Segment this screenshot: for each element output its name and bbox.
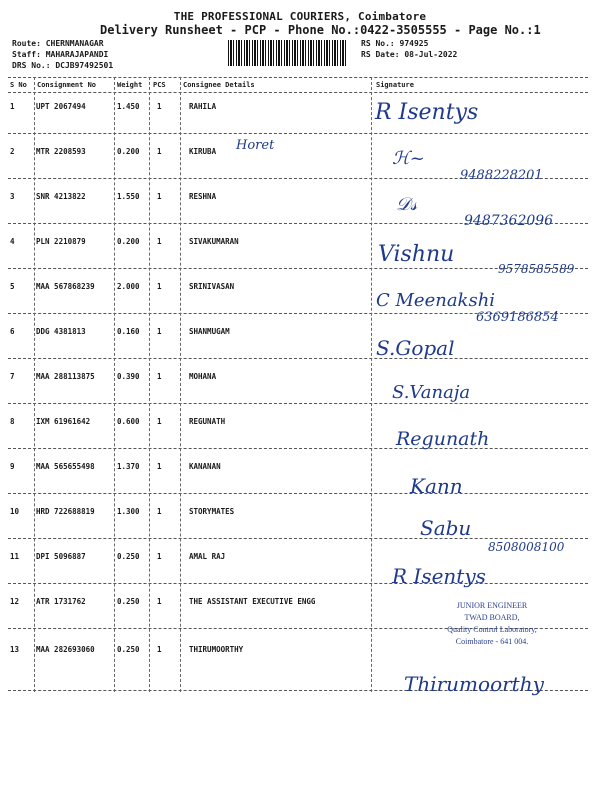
row-consignee: KANANAN [189, 462, 221, 471]
meta-left [12, 38, 113, 71]
header-bottom-border [8, 92, 588, 93]
row-consignment: MAA 565655498 [36, 462, 95, 471]
row-weight: 2.000 [117, 282, 140, 291]
row-divider [8, 493, 588, 494]
row-consignment: DPI 5096887 [36, 552, 86, 561]
col-divider [180, 77, 181, 692]
col-header-signature: Signature [376, 81, 414, 89]
rs-date-text: RS Date: 08-Jul-2022 [361, 50, 458, 59]
col-header-consignee: Consignee Details [183, 81, 255, 89]
row-sno: 12 [10, 597, 20, 606]
row-sno: 8 [10, 417, 15, 426]
table-top-border [8, 77, 588, 78]
row-weight: 1.450 [117, 102, 140, 111]
row-pcs: 1 [157, 507, 162, 516]
meta-right [361, 38, 457, 60]
signature: R Isentys [392, 564, 486, 588]
row-consignee: MOHANA [189, 372, 217, 381]
row-consignee: KIRUBA [189, 147, 217, 156]
signature-mark: 𝒟𝓈 [396, 194, 417, 215]
col-header-sno: S No [10, 81, 27, 89]
row-pcs: 1 [157, 597, 162, 606]
row-divider [8, 538, 588, 539]
row-pcs: 1 [157, 147, 162, 156]
col-divider [149, 77, 150, 692]
row-weight: 1.370 [117, 462, 140, 471]
row-weight: 0.600 [117, 417, 140, 426]
signature: R Isentys [375, 100, 479, 125]
signature-mark: ℋ~ [392, 148, 425, 169]
row-consignment: MAA 282693060 [36, 645, 95, 654]
row-sno: 6 [10, 327, 15, 336]
stamp-line: JUNIOR ENGINEER [456, 601, 528, 610]
row-pcs: 1 [157, 462, 162, 471]
signature: S.Vanaja [392, 382, 471, 403]
row-weight: 0.160 [117, 327, 140, 336]
route-text: Route: CHERNMANAGAR [12, 39, 104, 48]
col-header-pcs: PCS [153, 81, 166, 89]
row-consignee: RESHNA [189, 192, 217, 201]
row-consignee: SHANMUGAM [189, 327, 230, 336]
row-consignee: SRINIVASAN [189, 282, 235, 291]
col-divider [34, 77, 35, 692]
row-sno: 4 [10, 237, 15, 246]
row-weight: 0.250 [117, 645, 140, 654]
handwritten-note: Horet [236, 138, 275, 153]
handwritten-phone: 8508008100 [488, 540, 565, 554]
stamp-line: Coimbatore - 641 004. [455, 637, 529, 646]
row-pcs: 1 [157, 645, 162, 654]
row-divider [8, 448, 588, 449]
row-pcs: 1 [157, 417, 162, 426]
handwritten-phone: 9488228201 [460, 168, 543, 183]
row-consignment: SNR 4213822 [36, 192, 86, 201]
row-pcs: 1 [157, 552, 162, 561]
handwritten-phone: 9487362096 [464, 213, 554, 229]
col-divider [114, 77, 115, 692]
col-header-weight: Weight [117, 81, 143, 89]
row-consignee: REGUNATH [189, 417, 226, 426]
signature: S.Gopal [376, 336, 455, 360]
row-consignment: DDG 4381813 [36, 327, 86, 336]
row-weight: 0.200 [117, 237, 140, 246]
handwritten-phone: 6369186854 [476, 310, 559, 325]
row-consignee: THIRUMOORTHY [189, 645, 244, 654]
row-sno: 5 [10, 282, 15, 291]
row-sno: 1 [10, 102, 15, 111]
signature: Sabu [420, 516, 472, 540]
stamp-line: Quality Control Laboratory, [447, 625, 537, 634]
signature: Kann [410, 474, 463, 498]
row-weight: 0.200 [117, 147, 140, 156]
row-pcs: 1 [157, 192, 162, 201]
col-header-consignment: Consignment No [37, 81, 97, 89]
row-consignee: AMAL RAJ [189, 552, 226, 561]
row-weight: 0.390 [117, 372, 140, 381]
handwritten-phone: 9578585589 [498, 262, 575, 276]
row-sno: 3 [10, 192, 15, 201]
row-weight: 1.550 [117, 192, 140, 201]
runsheet-subtitle: Delivery Runsheet - PCP - Phone No.:0422-3505555 - Page No.:1 [100, 23, 541, 37]
row-consignment: MAA 567868239 [36, 282, 95, 291]
barcode [228, 40, 348, 66]
row-pcs: 1 [157, 327, 162, 336]
row-pcs: 1 [157, 372, 162, 381]
row-pcs: 1 [157, 282, 162, 291]
row-divider [8, 133, 588, 134]
row-consignment: IXM 61961642 [36, 417, 91, 426]
col-divider [371, 77, 372, 692]
row-consignee: RAHILA [189, 102, 217, 111]
row-consignment: UPT 2067494 [36, 102, 86, 111]
signature: Vishnu [378, 242, 455, 267]
row-consignment: MTR 2208593 [36, 147, 86, 156]
staff-text: Staff: MAHARAJAPANDI [12, 50, 109, 59]
row-divider [8, 583, 588, 584]
row-consignment: MAA 288113875 [36, 372, 95, 381]
drs-text: DRS No.: DCJB97492501 [12, 61, 114, 70]
signature: C Meenakshi [376, 290, 496, 311]
signature: Regunath [396, 428, 490, 450]
row-weight: 1.300 [117, 507, 140, 516]
row-consignment: ATR 1731762 [36, 597, 86, 606]
row-weight: 0.250 [117, 597, 140, 606]
row-pcs: 1 [157, 237, 162, 246]
signature: Thirumoorthy [404, 672, 544, 696]
row-sno: 2 [10, 147, 15, 156]
row-sno: 7 [10, 372, 15, 381]
row-pcs: 1 [157, 102, 162, 111]
row-consignee: STORYMATES [189, 507, 235, 516]
rs-no-text: RS No.: 974925 [361, 39, 429, 48]
row-sno: 10 [10, 507, 20, 516]
row-divider [8, 403, 588, 404]
row-sno: 11 [10, 552, 20, 561]
row-divider [8, 358, 588, 359]
stamp-line: TWAD BOARD, [464, 613, 520, 622]
row-sno: 13 [10, 645, 20, 654]
row-consignment: PLN 2210879 [36, 237, 86, 246]
row-weight: 0.250 [117, 552, 140, 561]
official-stamp [432, 600, 552, 648]
row-consignee: THE ASSISTANT EXECUTIVE ENGG [189, 597, 316, 606]
row-sno: 9 [10, 462, 15, 471]
document-title: THE PROFESSIONAL COURIERS, Coimbatore [173, 10, 427, 23]
row-consignee: SIVAKUMARAN [189, 237, 239, 246]
row-consignment: HRD 722688819 [36, 507, 95, 516]
